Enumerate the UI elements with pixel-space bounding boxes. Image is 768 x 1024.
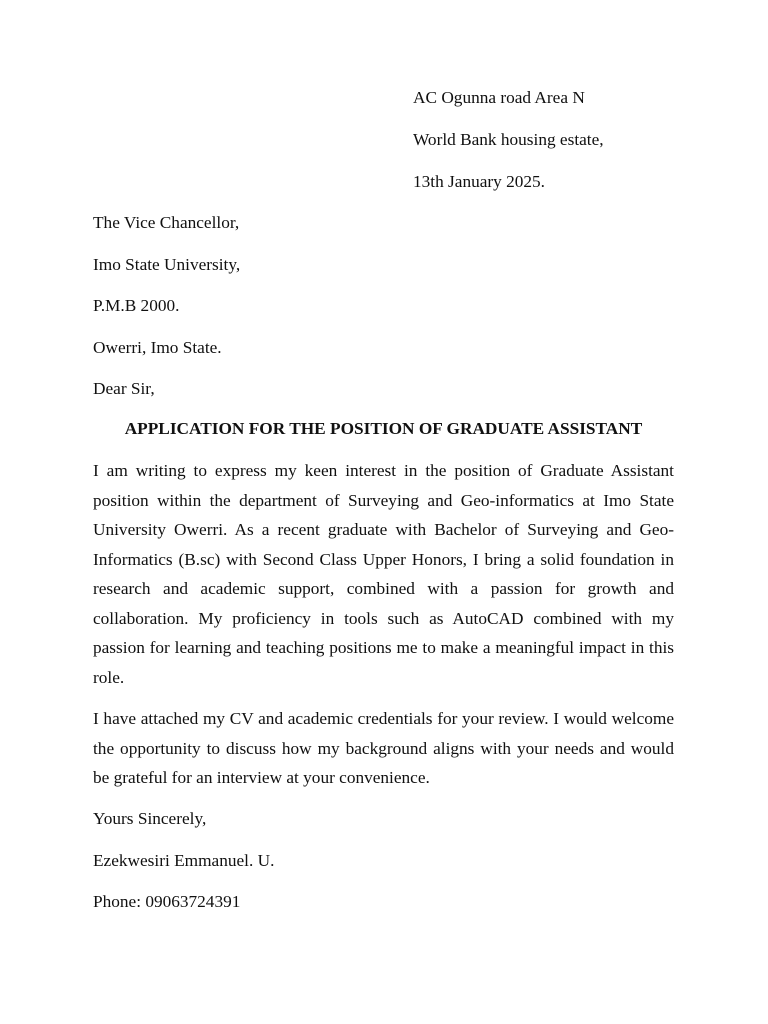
signatory-name: Ezekwesiri Emmanuel. U.: [93, 851, 275, 870]
recipient-title: The Vice Chancellor,: [93, 213, 240, 232]
body-paragraph-1: I am writing to express my keen interest in the position of Graduate Assistant position within the department of Surveying and Geo-informatics at Imo State University Owerri. As a recent graduate with Bachelor of Surveying and Geo-Informatics (B.sc) with Second Class Upper Honors, I bring a solid foundation in research and academic support, combined with a passion for growth and collaboration. My proficiency in tools such as AutoCAD combined with my passion for learning and teaching positions me to make a meaningful impact in this role.: [93, 461, 674, 687]
sender-address-line-1: AC Ogunna road Area N: [413, 88, 585, 107]
recipient-city: Owerri, Imo State.: [93, 338, 222, 357]
salutation: Dear Sir,: [93, 379, 155, 398]
recipient-box: P.M.B 2000.: [93, 296, 180, 315]
recipient-institution: Imo State University,: [93, 255, 241, 274]
letter-date: 13th January 2025.: [413, 172, 545, 191]
letter-subject: APPLICATION FOR THE POSITION OF GRADUATE ASSISTANT: [124, 419, 643, 438]
valediction: Yours Sincerely,: [93, 809, 207, 828]
body-paragraph-2: I have attached my CV and academic credentials for your review. I would welcome the opportunity to discuss how my background aligns with your needs and would be grateful for an interview at your convenience.: [93, 709, 674, 787]
phone-number: Phone: 09063724391: [93, 892, 241, 911]
sender-address-line-2: World Bank housing estate,: [413, 130, 604, 149]
